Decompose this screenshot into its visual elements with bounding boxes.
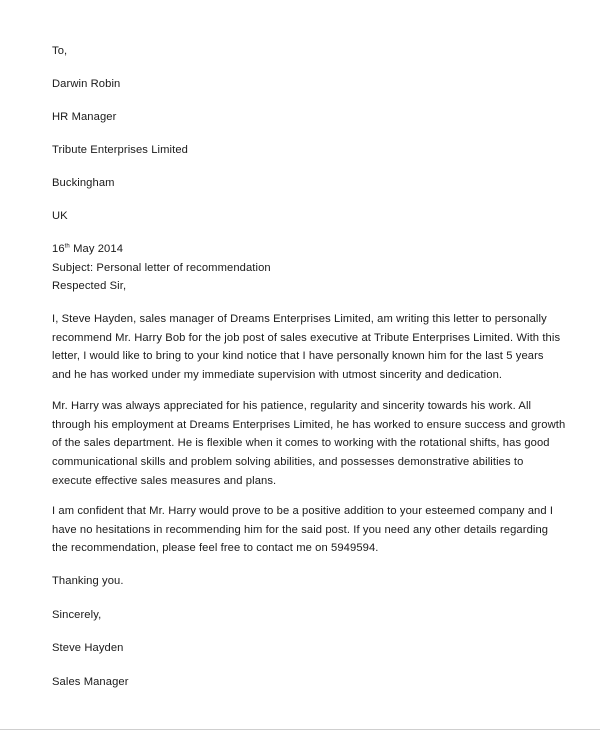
paragraph-3-line: I am confident that Mr. Harry would prove to be a positive addition to your esteemed company and I	[52, 505, 554, 517]
greeting: Respected Sir,	[52, 280, 127, 292]
paragraph-2-line: Mr. Harry was always appreciated for his patience, regularity and sincerity towards his work. All	[52, 400, 532, 412]
subject-line: Subject: Personal letter of recommendation	[52, 262, 271, 274]
recipient-country: UK	[52, 210, 68, 222]
paragraph-1-line: recommend Mr. Harry Bob for the job post of sales executive at Tribute Enterprises Limited. With this	[52, 331, 561, 344]
paragraph-3-line: have no hesitations in recommending him for the said post. If you need any other details regarding	[52, 523, 549, 536]
paragraph-2-line: communicational skills and problem solving abilities, and possesses demonstrative abilities to	[52, 456, 524, 469]
paragraph-2-line: execute effective sales measures and plans.	[52, 474, 277, 487]
paragraph-2-line: of the sales department. He is flexible when it comes to working with the rotational shifts, has good	[52, 437, 550, 450]
paragraph-1	[52, 310, 561, 385]
recipient-title: HR Manager	[52, 111, 117, 123]
paragraph-3	[52, 502, 552, 558]
date-rest: May 2014	[73, 243, 124, 255]
sender-title: Sales Manager	[52, 676, 129, 688]
thanks-line: Thanking you.	[52, 575, 124, 587]
paragraph-1-line: I, Steve Hayden, sales manager of Dreams Enterprises Limited, am writing this letter to personally	[52, 313, 547, 325]
recipient-name: Darwin Robin	[52, 78, 121, 90]
paragraph-2-line: through his employment at Dreams Enterprises Limited, he has worked to ensure success and growth	[52, 418, 566, 431]
paragraph-2	[52, 397, 566, 491]
recipient-city: Buckingham	[52, 177, 115, 189]
letter-date	[52, 242, 123, 256]
date-day: 16	[52, 243, 65, 255]
recipient-company: Tribute Enterprises Limited	[52, 144, 188, 156]
paragraph-3-line: the recommendation, please feel free to contact me on 5949594.	[52, 542, 379, 555]
date-suffix: th	[64, 243, 70, 250]
sender-name: Steve Hayden	[52, 642, 124, 654]
paragraph-1-line: letter, I would like to bring to your kind notice that I have personally known him for the last 5 years	[52, 350, 544, 363]
closing-line: Sincerely,	[52, 609, 102, 621]
to-line: To,	[52, 45, 68, 57]
paragraph-1-line: and he has worked under my immediate supervision with utmost sincerity and dedication.	[52, 369, 503, 382]
